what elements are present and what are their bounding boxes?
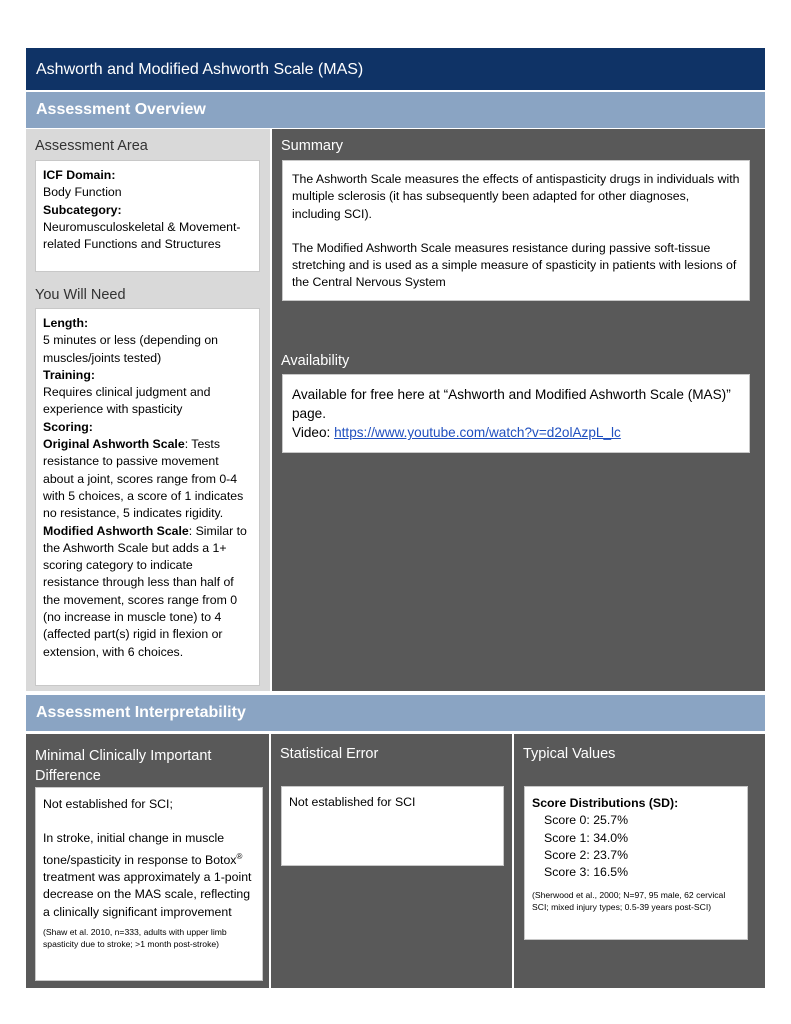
stat-error-heading: Statistical Error — [280, 746, 379, 762]
summary-paragraph-1: The Ashworth Scale measures the effects of antispasticity drugs in individuals with multiple sclerosis (it has subsequently been adapted for other diagnoses, including SCI). — [292, 172, 740, 221]
video-label: Video: — [292, 425, 335, 440]
availability-text: Available for free here at “Ashworth and Modified Ashworth Scale (MAS)” page. — [292, 387, 731, 421]
stat-error-text: Not established for SCI — [289, 795, 416, 809]
assessment-area-heading: Assessment Area — [35, 138, 148, 154]
stat-error-box — [281, 786, 504, 866]
summary-heading: Summary — [281, 138, 344, 154]
typical-values-note: (Sherwood et al., 2000; N=97, 95 male, 62 cervical SCI; mixed injury types; 0.5-39 years post-SCI) — [532, 890, 726, 913]
typical-values-heading: Typical Values — [523, 746, 616, 762]
score-3: Score 3: 16.5% — [544, 865, 629, 880]
modified-ashworth-label: Modified Ashworth Scale — [43, 523, 189, 538]
original-ashworth-label: Original Ashworth Scale — [43, 437, 185, 452]
availability-heading: Availability — [281, 353, 350, 369]
subcategory-label: Subcategory: — [43, 202, 122, 217]
document-title: Ashworth and Modified Ashworth Scale (MAS) — [26, 48, 765, 90]
length-label: Length: — [43, 316, 89, 330]
training-value: Requires clinical judgment and experience with spasticity — [43, 385, 211, 417]
score-2: Score 2: 23.7% — [544, 847, 629, 862]
scoring-label: Scoring: — [43, 419, 93, 434]
subcategory-value: Neuromusculoskeletal & Movement-related Functions and Structures — [43, 219, 241, 252]
interpretability-heading: Assessment Interpretability — [26, 695, 765, 731]
mcid-paragraph-1: Not established for SCI; — [43, 797, 173, 811]
length-value: 5 minutes or less (depending on muscles/joints tested) — [43, 333, 218, 365]
video-link[interactable]: https://www.youtube.com/watch?v=d2olAzpL_lc — [334, 425, 621, 440]
mcid-heading: Minimal Clinically Important Difference — [35, 748, 212, 784]
availability-box — [282, 374, 750, 453]
score-0: Score 0: 25.7% — [544, 813, 629, 828]
registered-mark: ® — [236, 851, 243, 861]
summary-box — [282, 160, 750, 301]
assessment-area-box — [35, 160, 260, 272]
modified-ashworth-text: : Similar to the Ashworth Scale but adds a 1+ scoring category to indicate resistance through less than half of the movement, scores range from 0 (no increase in muscle tone) to 4 (affected part(s) rigid in flexion or extension, with 6 choices. — [43, 523, 247, 659]
mcid-box — [35, 787, 263, 981]
score-distributions-label: Score Distributions (SD): — [532, 796, 679, 810]
training-label: Training: — [43, 367, 95, 382]
typical-values-box — [524, 786, 748, 940]
you-will-need-box — [35, 308, 260, 686]
mcid-paragraph-2b: treatment was approximately a 1-point decrease on the MAS scale, reflecting a clinically significant improvement — [43, 869, 252, 919]
score-1: Score 1: 34.0% — [544, 830, 629, 845]
icf-label: ICF Domain: — [43, 168, 116, 182]
mcid-paragraph-2a: In stroke, initial change in muscle tone/spasticity in response to Botox — [43, 831, 237, 867]
overview-heading: Assessment Overview — [26, 92, 765, 128]
you-will-need-heading: You Will Need — [35, 287, 126, 303]
icf-value: Body Function — [43, 185, 122, 200]
summary-paragraph-2: The Modified Ashworth Scale measures resistance during passive soft-tissue stretching and is used as a simple measure of spasticity in patients with lesions of the Central Nervous System — [292, 240, 737, 290]
original-ashworth-text: : Tests resistance to passive movement about a joint, scores range from 0-4 with 5 choices, a score of 1 indicates no resistance, 5 indicates rigidity. — [43, 437, 244, 521]
mcid-note: (Shaw et al. 2010, n=333, adults with upper limb spasticity due to stroke; >1 month post-stroke) — [43, 926, 227, 949]
